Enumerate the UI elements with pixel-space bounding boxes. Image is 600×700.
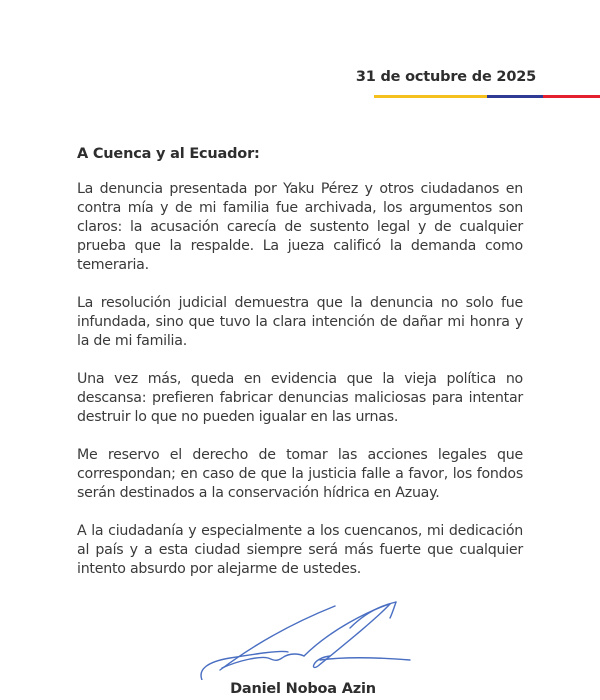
flag-stripe — [374, 95, 600, 98]
signer-name: Daniel Noboa Azin — [230, 681, 376, 697]
paragraph: Me reservo el derecho de tomar las acciones legales que correspondan; en caso de que la justicia falle a favor, los fondos serán destinados a la conservación hídrica en Azuay. — [77, 447, 523, 501]
greeting: A Cuenca y al Ecuador: — [77, 146, 260, 162]
signature-icon — [200, 600, 420, 680]
paragraph: A la ciudadanía y especialmente a los cuencanos, mi dedicación al país y a esta ciudad siempre será más fuerte que cualquier intento absurdo por alejarme de ustedes. — [77, 523, 523, 577]
paragraph: La resolución judicial demuestra que la denuncia no solo fue infundada, sino que tuvo la clara intención de dañar mi honra y la de mi familia. — [77, 295, 523, 349]
date: 31 de octubre de 2025 — [355, 69, 536, 85]
stripe-red — [543, 95, 600, 98]
letter-body — [77, 146, 523, 598]
stripe-blue — [487, 95, 543, 98]
paragraph: La denuncia presentada por Yaku Pérez y otros ciudadanos en contra mía y de mi familia fue archivada, los argumentos son claros: la acusación carecía de sustento legal y de cualquier prueba que la respalde. La jueza calificó la demanda como temeraria. — [77, 181, 523, 273]
stripe-yellow — [374, 95, 487, 98]
paragraph: Una vez más, queda en evidencia que la vieja política no descansa: prefieren fabricar denuncias maliciosas para intentar destruir lo que no pueden igualar en las urnas. — [77, 371, 523, 425]
